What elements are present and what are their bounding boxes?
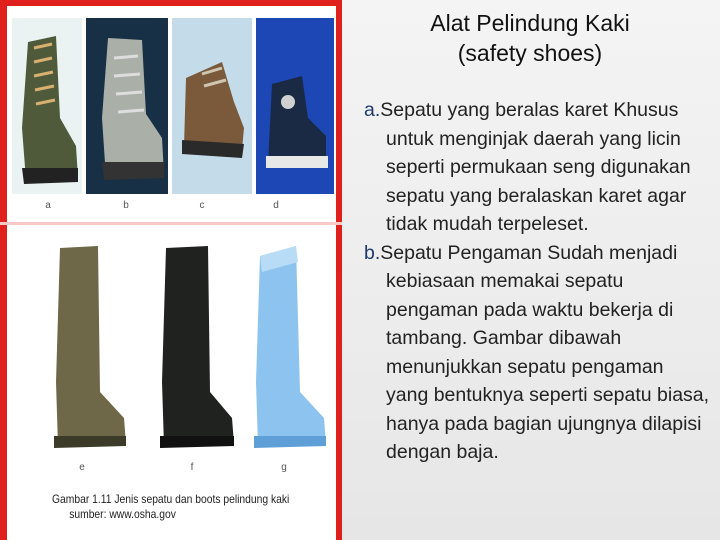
boot-label-g: g [281, 462, 287, 473]
shoe-label-c: c [199, 200, 205, 211]
boot-photo-e [40, 232, 132, 456]
list-item-b [364, 239, 710, 467]
shoe-label-a: a [45, 200, 51, 211]
boot-label-f: f [190, 462, 194, 473]
boot-label-e: e [79, 462, 85, 473]
list-text-b: Sepatu Pengaman Sudah menjadi kebiasaan memakai sepatu pengaman pada waktu bekerja di tambang. Gambar dibawah menunjukkan sepatu pengaman yang bentuknya seperti sepatu biasa, hanya pada bagian ujungnya dilapisi dengan baja. [380, 241, 710, 463]
boot-photo-f [146, 232, 238, 456]
shoe-photo-c [172, 18, 252, 194]
frame-bar-top [0, 0, 342, 6]
figure-caption-title: Gambar 1.11 Jenis sepatu dan boots pelindung kaki [52, 492, 290, 506]
figure-caption [52, 492, 290, 522]
slide-body [364, 96, 710, 467]
shoe-label-d: d [273, 200, 279, 211]
list-item-a [364, 96, 710, 239]
slide-title-line-2: (safety shoes) [457, 40, 603, 66]
slide-title-line-1: Alat Pelindung Kaki [430, 10, 630, 36]
shoe-label-b: b [123, 200, 129, 211]
shoe-photo-b [86, 18, 168, 194]
slide-title [380, 8, 680, 68]
figure-caption-source: sumber: www.osha.gov [69, 507, 176, 521]
shoe-photo-d [256, 18, 334, 194]
list-marker-a: a. [364, 99, 381, 121]
list-marker-b: b. [364, 241, 381, 264]
boot-photo-g [246, 232, 330, 456]
frame-bar-middle [0, 222, 342, 225]
shoe-photo-a [12, 18, 82, 194]
figure-safety-shoes [0, 0, 342, 540]
list-text-a: Sepatu yang beralas karet Khusus untuk menginjak daerah yang licin seperti permukaan seng digunakan sepatu yang beralaskan karet agar tidak mudah terpeleset. [380, 99, 691, 235]
frame-bar-left [0, 0, 7, 540]
